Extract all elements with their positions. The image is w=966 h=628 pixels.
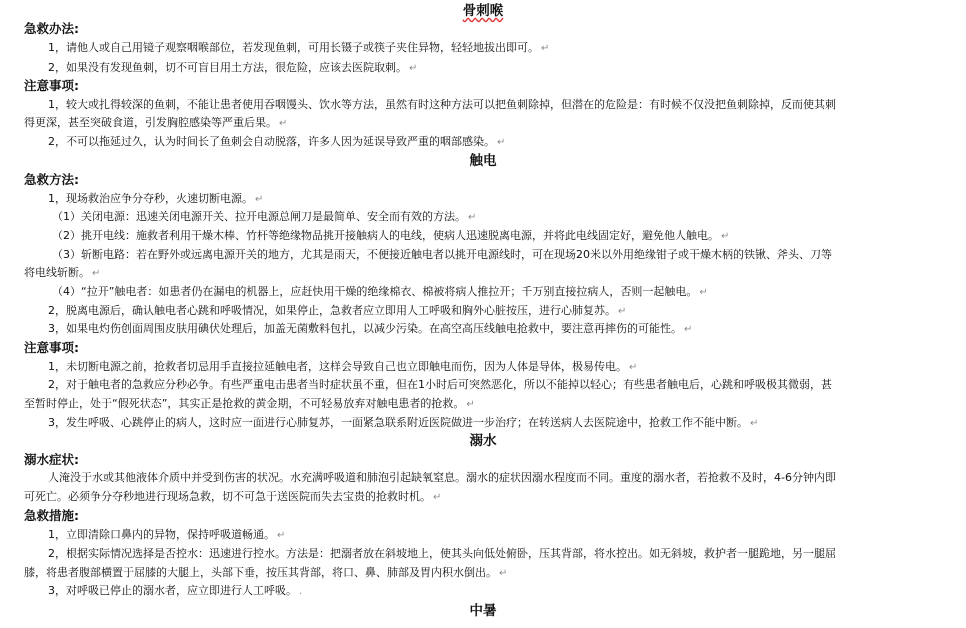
shock-notes-line: 2，对于触电者的急救应分秒必争。有些严重电击患者当时症状虽不重，但在1小时后可突然恶化，所以不能掉以轻心；有些患者触电后，心跳和呼吸极其微弱，甚	[48, 378, 832, 391]
bone-first-aid-line: 2，如果没有发现鱼刺，切不可盲目用土方法，很危险，应该去医院取刺。 ↵	[48, 61, 418, 74]
shock-methods-heading: 急救方法:	[24, 172, 79, 187]
shock-methods-line: 2，脱离电源后，确认触电者心跳和呼吸情况，如果停止，急救者应立即用人工呼吸和胸外心脏按压，进行心肺复苏。 ↵	[48, 304, 627, 317]
section-title-bone: 骨刺喉	[462, 3, 504, 19]
shock-notes-line: 至暂时停止，处于“假死状态”，其实正是抢救的黄金期，不可轻易放弃对触电患者的抢救。 ↵	[24, 397, 475, 410]
shock-notes-line: 1，未切断电源之前，抢救者切忌用手直接拉延触电者，这样会导致自己也立即触电而伤，因为人体是导体，极易传电。 ↵	[48, 360, 638, 373]
shock-methods-line: （4）“拉开”触电者：如患者仍在漏电的机器上，应赶快用干燥的绝缘棉衣、棉被将病人推拉开；千万别直接拉病人，否则一起触电。 ↵	[52, 285, 708, 298]
drowning-measures-line: 3，对呼吸已停止的溺水者，应立即进行人工呼吸。 .	[48, 584, 303, 597]
section-title-drowning: 溺水	[469, 433, 497, 449]
bone-notes-heading: 注意事项:	[24, 78, 79, 93]
bone-first-aid-line: 1，请他人或自己用镜子观察咽喉部位，若发现鱼刺，可用长镊子或筷子夹住异物，轻轻地拔出即可。 ↵	[48, 41, 550, 54]
drowning-symptoms-line: 可死亡。必须争分夺秒地进行现场急救，切不可急于送医院而失去宝贵的抢救时机。 ↵	[24, 490, 442, 503]
shock-methods-line: 3，如果电灼伤创面周围皮肤用碘伏处理后，加盖无菌敷料包扎，以减少污染。在高空高压线触电抢救中，要注意再摔伤的可能性。 ↵	[48, 322, 693, 335]
bone-notes-line: 得更深，甚至突破食道，引发胸腔感染等严重后果。 ↵	[24, 116, 288, 129]
section-title-shock: 触电	[469, 153, 497, 169]
shock-notes-line: 3，发生呼吸、心跳停止的病人，这时应一面进行心肺复苏，一面紧急联系附近医院做进一步治疗；在转送病人去医院途中，抢救工作不能中断。 ↵	[48, 416, 759, 429]
section-title-heatstroke: 中暑	[469, 603, 497, 619]
shock-notes-heading: 注意事项:	[24, 340, 79, 355]
bone-first-aid-heading: 急救办法:	[24, 21, 79, 36]
drowning-measures-line: 2，根据实际情况选择是否控水：迅速进行控水。方法是：把溺者放在斜坡地上，使其头向低处俯卧，压其背部，将水控出。如无斜坡，救护者一腿跪地，另一腿屈	[48, 547, 836, 560]
bone-notes-line: 1，较大或扎得较深的鱼刺，不能让患者使用吞咽馒头、饮水等方法，虽然有时这种方法可以把鱼刺除掉，但潜在的危险是：有时候不仅没把鱼刺除掉，反而使其刺	[48, 98, 836, 111]
drowning-measures-line: 1，立即清除口鼻内的异物，保持呼吸道畅通。 ↵	[48, 528, 286, 541]
bone-notes-line: 2，不可以拖延过久，认为时间长了鱼刺会自动脱落，许多人因为延误导致严重的咽部感染。 ↵	[48, 135, 506, 148]
drowning-symptoms-heading: 溺水症状:	[24, 452, 79, 467]
shock-methods-line: 1，现场救治应争分夺秒，火速切断电源。 ↵	[48, 192, 264, 205]
shock-methods-line: （3）斩断电路：若在野外或远离电源开关的地方，尤其是雨天，不便接近触电者以挑开电源线时，可在现场20米以外用绝缘钳子或干燥木柄的铁锹、斧头、刀等	[52, 248, 832, 261]
drowning-measures-heading: 急救措施:	[24, 508, 79, 523]
shock-methods-line: 将电线斩断。 ↵	[24, 266, 101, 279]
shock-methods-line: （2）挑开电线：施救者利用干燥木棒、竹杆等绝缘物品挑开接触病人的电线，使病人迅速脱离电源，并将此电线固定好，避免他人触电。 ↵	[52, 229, 730, 242]
shock-methods-line: （1）关闭电源：迅速关闭电源开关、拉开电源总闸刀是最简单、安全而有效的方法。 ↵	[52, 210, 477, 223]
drowning-symptoms-line: 人淹没于水或其他液体介质中并受到伤害的状况。水充满呼吸道和肺泡引起缺氧窒息。溺水的症状因溺水程度而不同。重度的溺水者，若抢救不及时，4-6分钟内即	[48, 471, 836, 484]
drowning-measures-line: 膝，将患者腹部横置于屈膝的大腿上，头部下垂，按压其背部，将口、鼻、肺部及胃内积水倒出。 ↵	[24, 566, 508, 579]
